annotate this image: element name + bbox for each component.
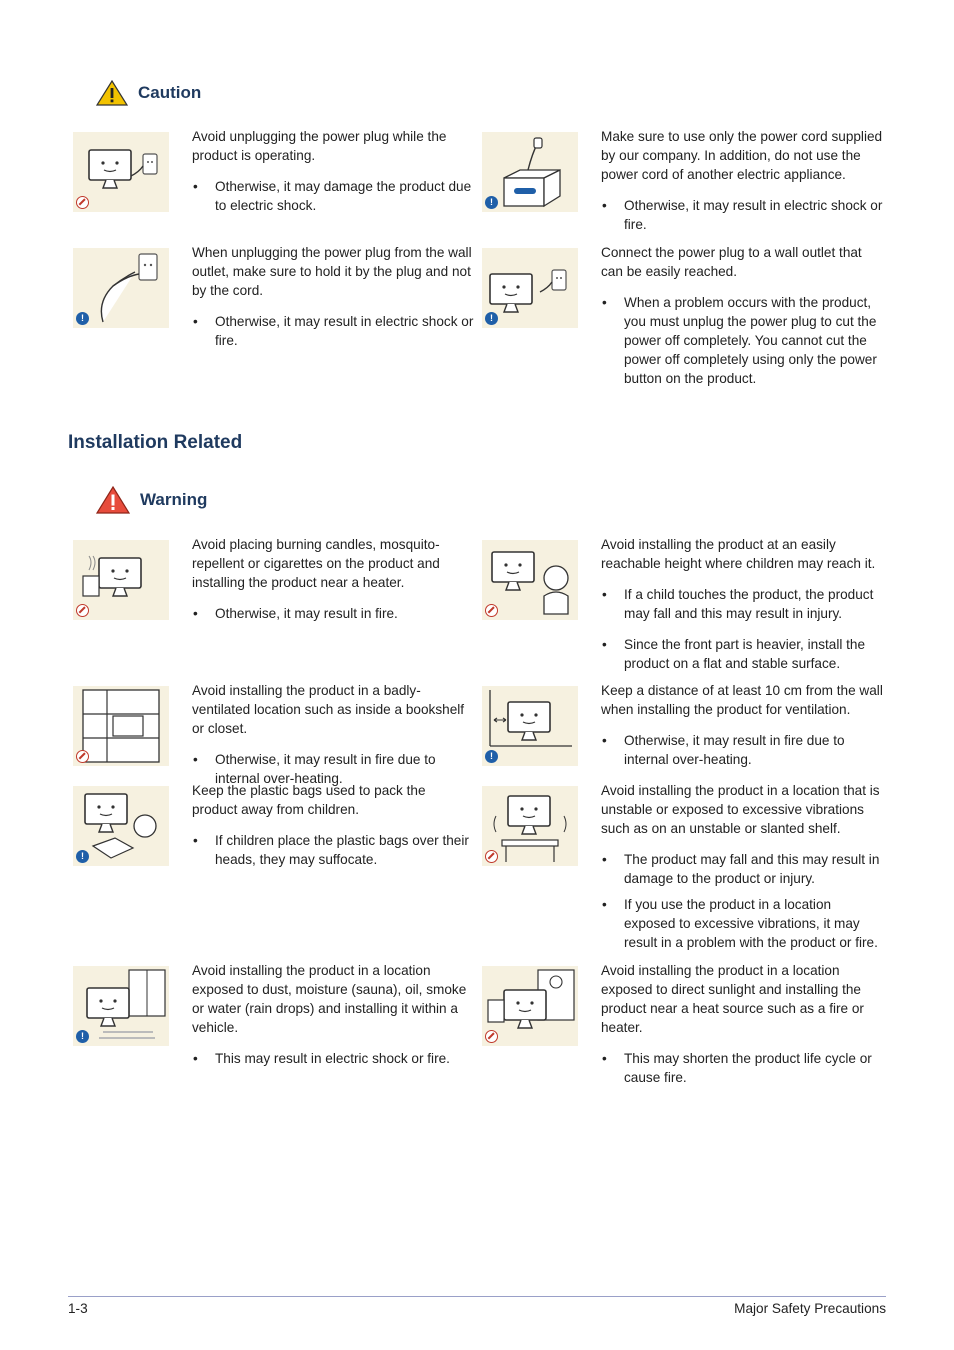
warning-item-2-text: Avoid installing the product at an easily reachable height where children may reach it. xyxy=(601,537,876,571)
warning-item-8 xyxy=(601,961,886,1099)
warning-illustration-dust-moisture xyxy=(73,966,169,1046)
mandatory-icon: ! xyxy=(76,312,89,325)
mandatory-icon: ! xyxy=(76,1030,89,1043)
installation-related-title: Installation Related xyxy=(68,432,243,453)
mandatory-icon: ! xyxy=(485,196,498,209)
warning-item-2 xyxy=(601,535,886,685)
warning-item-5-bullet: • If children place the plastic bags over their heads, they may suffocate. xyxy=(192,831,474,869)
caution-item-2-bullet: • Otherwise, it may result in electric shock or fire. xyxy=(601,196,886,234)
warning-item-7-bullet: • This may result in electric shock or fire. xyxy=(192,1049,474,1068)
caution-item-3-bullet: • Otherwise, it may result in electric shock or fire. xyxy=(192,312,474,350)
prohibit-icon xyxy=(485,604,498,617)
mandatory-icon: ! xyxy=(485,312,498,325)
warning-item-8-text: Avoid installing the product in a location exposed to direct sunlight and installing the product near a heat source such as a fire or heater. xyxy=(601,963,864,1035)
warning-header xyxy=(96,486,207,514)
warning-item-6-bullet-1: • The product may fall and this may result in damage to the product or injury. xyxy=(601,850,886,888)
caution-item-1-text: Avoid unplugging the power plug while the product is operating. xyxy=(192,129,447,163)
caution-item-4-bullet: • When a problem occurs with the product, you must unplug the power plug to cut the power off completely. You cannot cut the power off completely using only the power button on the product. xyxy=(601,293,886,388)
warning-item-6-bullet-2: • If you use the product in a location exposed to excessive vibrations, it may result in a problem with the product or fire. xyxy=(601,895,886,952)
warning-illustration-plastic-bags xyxy=(73,786,169,866)
caution-illustration-hold-plug xyxy=(73,248,169,328)
warning-illustration-wall-distance xyxy=(482,686,578,766)
warning-illustration-unstable-shelf xyxy=(482,786,578,866)
caution-item-1 xyxy=(192,127,474,227)
warning-item-4 xyxy=(601,681,886,781)
prohibit-icon xyxy=(76,196,89,209)
warning-item-5-text: Keep the plastic bags used to pack the product away from children. xyxy=(192,783,426,817)
warning-illustration-candles xyxy=(73,540,169,620)
caution-item-2-text: Make sure to use only the power cord supplied by our company. In addition, do not use the power cord of another electric appliance. xyxy=(601,129,883,182)
warning-item-8-bullet: • This may shorten the product life cycle or cause fire. xyxy=(601,1049,886,1087)
warning-item-1-bullet: • Otherwise, it may result in fire. xyxy=(192,604,474,623)
footer-section-title: Major Safety Precautions xyxy=(734,1301,886,1316)
warning-illustration-sunlight-heat xyxy=(482,966,578,1046)
warning-item-4-text: Keep a distance of at least 10 cm from the wall when installing the product for ventilation. xyxy=(601,683,883,717)
warning-item-6-text: Avoid installing the product in a location that is unstable or exposed to excessive vibrations such as on an unstable or slanted shelf. xyxy=(601,783,880,836)
warning-item-6 xyxy=(601,781,886,964)
warning-item-4-bullet: • Otherwise, it may result in fire due to internal over-heating. xyxy=(601,731,886,769)
warning-triangle-icon xyxy=(96,80,128,106)
warning-item-7 xyxy=(192,961,474,1080)
warning-item-7-text: Avoid installing the product in a location exposed to dust, moisture (sauna), oil, smoke or water (rain drops) and installing it within a vehicle. xyxy=(192,963,467,1035)
caution-item-1-bullet: • Otherwise, it may damage the product due to electric shock. xyxy=(192,177,474,215)
warning-item-2-bullet-2: • Since the front part is heavier, install the product on a flat and stable surface. xyxy=(601,635,886,673)
prohibit-icon xyxy=(485,850,498,863)
caution-item-4-text: Connect the power plug to a wall outlet that can be easily reached. xyxy=(601,245,862,279)
warning-item-5 xyxy=(192,781,474,881)
warning-item-2-bullet-1: • If a child touches the product, the product may fall and this may result in injury. xyxy=(601,585,886,623)
warning-triangle-icon xyxy=(96,486,130,514)
footer-divider xyxy=(68,1296,886,1297)
page-number: 1-3 xyxy=(68,1301,88,1316)
warning-illustration-bookshelf xyxy=(73,686,169,766)
caution-illustration-reachable-outlet xyxy=(482,248,578,328)
prohibit-icon xyxy=(76,604,89,617)
warning-item-1 xyxy=(192,535,474,635)
caution-illustration-supplied-cord xyxy=(482,132,578,212)
warning-label: Warning xyxy=(140,490,208,509)
prohibit-icon xyxy=(76,750,89,763)
mandatory-icon: ! xyxy=(485,750,498,763)
warning-item-3-bullet: • Otherwise, it may result in fire due to internal over-heating. xyxy=(192,750,474,788)
caution-item-3 xyxy=(192,243,474,362)
caution-illustration-unplug-operating xyxy=(73,132,169,212)
caution-item-3-text: When unplugging the power plug from the wall outlet, make sure to hold it by the plug and not by the cord. xyxy=(192,245,472,298)
caution-header xyxy=(96,80,201,106)
caution-label: Caution xyxy=(138,83,202,102)
prohibit-icon xyxy=(485,1030,498,1043)
warning-item-1-text: Avoid placing burning candles, mosquito-repellent or cigarettes on the product and installing the product near a heater. xyxy=(192,537,440,590)
mandatory-icon: ! xyxy=(76,850,89,863)
caution-item-4 xyxy=(601,243,886,400)
warning-illustration-child-reach xyxy=(482,540,578,620)
caution-item-2 xyxy=(601,127,886,246)
warning-item-3-text: Avoid installing the product in a badly-ventilated location such as inside a bookshelf or closet. xyxy=(192,683,465,736)
